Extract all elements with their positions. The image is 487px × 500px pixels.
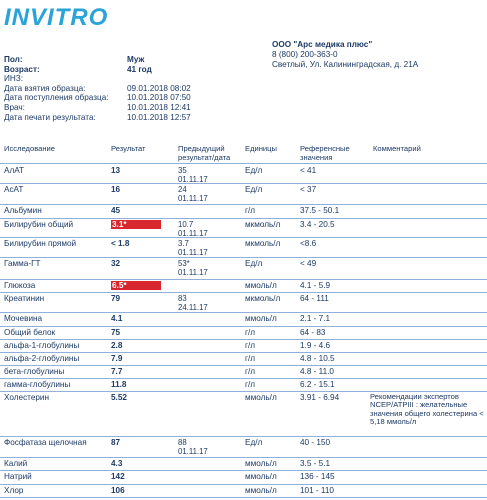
test-name: Калий — [4, 459, 28, 468]
test-name: АлАТ — [4, 166, 25, 175]
table-row — [0, 437, 487, 458]
test-name: АсАТ — [4, 185, 24, 194]
unit: г/л — [245, 341, 256, 350]
previous-result — [178, 294, 208, 312]
result-value: 142 — [111, 472, 125, 481]
unit: Ед/л — [245, 438, 263, 447]
unit: ммоль/л — [245, 314, 277, 323]
test-name: Мочевина — [4, 314, 43, 323]
previous-date: 01.11.17 — [178, 268, 208, 277]
comment: Рекомендации экспертов NCEP/ATPIII : желательные значения общего холестерина < 5,18 ммоль/л — [370, 392, 484, 427]
reference-range: 2.1 - 7.1 — [300, 314, 331, 323]
reference-range: <8.6 — [300, 239, 317, 248]
result-value: 32 — [111, 259, 121, 268]
result-value: 87 — [111, 438, 121, 447]
test-name: Билирубин общий — [4, 220, 74, 229]
previous-date: 01.11.17 — [178, 175, 208, 184]
field-label: Дата печати результата: — [4, 112, 96, 122]
table-row — [0, 165, 487, 184]
unit: ммоль/л — [245, 472, 277, 481]
header-comment: Комментарий — [373, 144, 421, 153]
result-value: 3.1* — [111, 220, 161, 229]
reference-range: 3.5 - 5.1 — [300, 459, 331, 468]
unit: г/л — [245, 206, 256, 215]
reference-range: < 37 — [300, 185, 317, 194]
field-value: 10.01.2018 12:41 — [127, 102, 191, 112]
field-value: 10.01.2018 07:50 — [127, 93, 191, 103]
row-divider — [0, 497, 487, 498]
table-row — [0, 293, 487, 313]
result-value: 106 — [111, 486, 125, 495]
unit: ммоль/л — [245, 486, 277, 495]
test-name: альфа-2-глобулины — [4, 354, 80, 363]
reference-range: 40 - 150 — [300, 438, 331, 447]
header-result: Результат — [111, 144, 146, 153]
unit: мкмоль/л — [245, 239, 281, 248]
previous-value: 88 — [178, 438, 187, 447]
reference-range: 6.2 - 15.1 — [300, 380, 335, 389]
field-value: 41 год — [127, 64, 152, 74]
result-value: 5.52 — [111, 393, 127, 402]
reference-range: 4.8 - 10.5 — [300, 354, 335, 363]
reference-range: 4.8 - 11.0 — [300, 367, 334, 376]
table-row — [0, 238, 487, 258]
table-row — [0, 258, 487, 280]
reference-range: 64 - 111 — [300, 294, 329, 303]
previous-result — [178, 220, 208, 238]
test-name: альфа-1-глобулины — [4, 341, 80, 350]
test-name: Глюкоза — [4, 281, 36, 290]
field-label: Дата взятия образца: — [4, 83, 86, 93]
previous-value: 24 — [178, 185, 187, 194]
previous-value: 3.7 — [178, 239, 189, 248]
result-value: < 1.8 — [111, 239, 130, 248]
test-name: Натрий — [4, 472, 32, 481]
unit: мкмоль/л — [245, 294, 281, 303]
header-name: Исследование — [4, 144, 56, 153]
lab-name: ООО "Арс медика плюс" — [272, 40, 373, 49]
reference-range: 64 - 83 — [300, 328, 326, 337]
previous-value: 10.7 — [178, 220, 194, 229]
field-label: Пол: — [4, 55, 23, 64]
previous-result — [178, 185, 208, 203]
test-name: Холестерин — [4, 393, 50, 402]
result-value: 4.3 — [111, 459, 123, 468]
field-value: 09.01.2018 08:02 — [127, 83, 191, 93]
reference-range: < 49 — [300, 259, 317, 268]
header-unit: Единицы — [245, 144, 277, 153]
test-name: гамма-глобулины — [4, 380, 71, 389]
table-row — [0, 219, 487, 238]
result-value: 45 — [111, 206, 121, 215]
previous-result — [178, 259, 208, 277]
unit: ммоль/л — [245, 281, 277, 290]
test-name: Гамма-ГТ — [4, 259, 41, 268]
previous-result — [178, 438, 208, 456]
reference-range: 136 - 145 — [300, 472, 335, 481]
result-value: 2.8 — [111, 341, 123, 350]
reference-range: 3.4 - 20.5 — [300, 220, 335, 229]
test-name: Билирубин прямой — [4, 239, 77, 248]
header-prev: Предыдущий результат/дата — [178, 144, 231, 162]
unit: Ед/л — [245, 166, 263, 175]
unit: ммоль/л — [245, 393, 277, 402]
field-value: 10.01.2018 12:57 — [127, 112, 191, 122]
previous-value: 83 — [178, 294, 187, 303]
test-name: Фосфатаза щелочная — [4, 438, 87, 447]
invitro-logo: INVITRO — [4, 4, 109, 31]
previous-date: 01.11.17 — [178, 229, 208, 238]
result-value: 6.5* — [111, 281, 161, 290]
previous-result — [178, 239, 208, 257]
test-name: Хлор — [4, 486, 24, 495]
reference-range: 37.5 - 50.1 — [300, 206, 340, 215]
table-row — [0, 184, 487, 205]
previous-result — [178, 166, 208, 184]
previous-value: 53* — [178, 259, 190, 268]
result-value: 4.1 — [111, 314, 123, 323]
unit: г/л — [245, 354, 256, 363]
previous-date: 24.11.17 — [178, 303, 208, 312]
reference-range: 4.1 - 5.9 — [300, 281, 331, 290]
field-label: ИНЗ: — [4, 74, 24, 84]
header-ref: Референсные значения — [300, 144, 350, 162]
result-value: 11.8 — [111, 380, 127, 389]
lab-address: Светлый, Ул. Калининградская, д. 21А — [272, 59, 419, 69]
unit: мкмоль/л — [245, 220, 281, 229]
table-row — [0, 313, 487, 327]
result-value: 75 — [111, 328, 121, 337]
reference-range: 101 - 110 — [300, 486, 334, 495]
reference-range: 3.91 - 6.94 — [300, 393, 340, 402]
field-value: Муж — [127, 55, 145, 64]
field-label: Возраст: — [4, 64, 40, 74]
previous-date: 01.11.17 — [178, 447, 208, 456]
table-row — [0, 205, 487, 219]
reference-range: 1.9 - 4.6 — [300, 341, 331, 350]
field-label: Врач: — [4, 102, 25, 112]
unit: Ед/л — [245, 259, 263, 268]
unit: г/л — [245, 380, 256, 389]
previous-value: 35 — [178, 166, 187, 175]
unit: г/л — [245, 328, 256, 337]
table-row — [0, 471, 487, 485]
result-value: 7.7 — [111, 367, 123, 376]
result-value: 16 — [111, 185, 121, 194]
unit: Ед/л — [245, 185, 263, 194]
test-name: Общий белок — [4, 328, 56, 337]
previous-date: 01.11.17 — [178, 248, 208, 257]
field-label: Дата поступления образца: — [4, 93, 109, 103]
unit: ммоль/л — [245, 459, 277, 468]
result-value: 13 — [111, 166, 121, 175]
test-name: Креатинин — [4, 294, 45, 303]
lab-phone: 8 (800) 200-363-0 — [272, 49, 338, 59]
reference-range: < 41 — [300, 166, 317, 175]
table-row — [0, 392, 487, 437]
unit: г/л — [245, 367, 256, 376]
result-value: 79 — [111, 294, 121, 303]
previous-date: 01.11.17 — [178, 194, 208, 203]
result-value: 7.9 — [111, 354, 123, 363]
test-name: бета-глобулины — [4, 367, 65, 376]
test-name: Альбумин — [4, 206, 42, 215]
